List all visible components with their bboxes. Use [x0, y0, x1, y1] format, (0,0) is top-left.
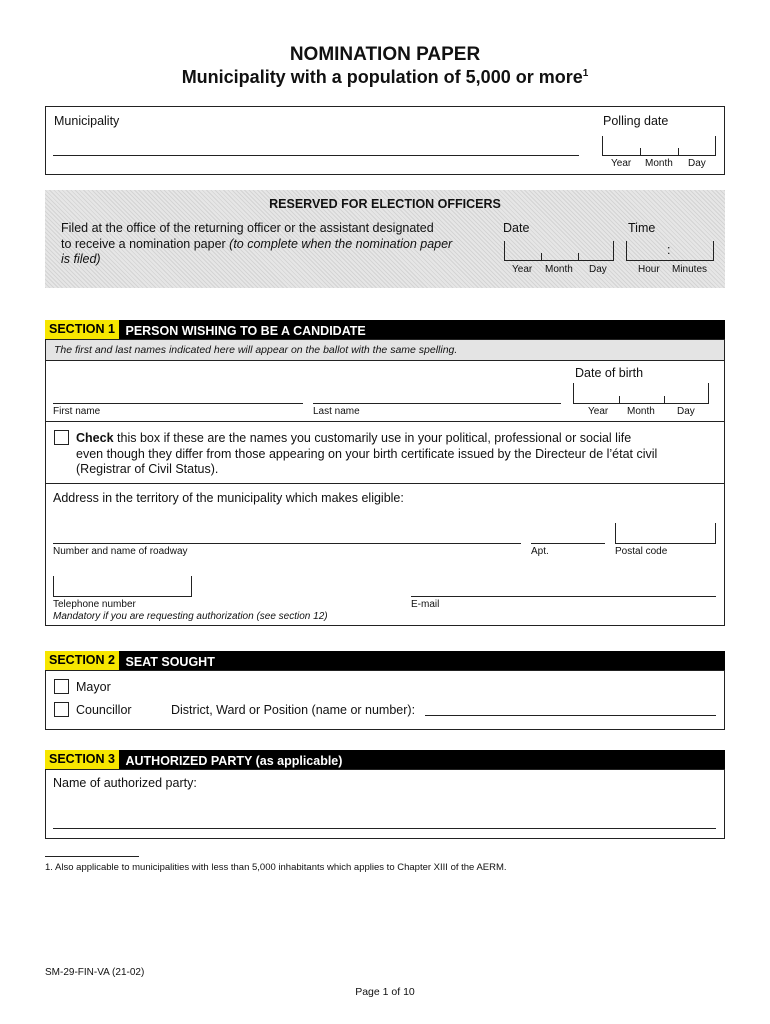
- authorized-party-label: Name of authorized party:: [53, 776, 197, 790]
- municipality-label: Municipality: [54, 114, 120, 128]
- councillor-label: Councillor: [76, 703, 132, 717]
- customary-names-checkbox[interactable]: [54, 430, 69, 445]
- section1-title: PERSON WISHING TO BE A CANDIDATE: [125, 324, 366, 338]
- district-label: District, Ward or Position (name or number):: [171, 703, 416, 717]
- postal-code-field[interactable]: [615, 523, 716, 544]
- check-separator: [45, 483, 725, 484]
- reserved-hour-label: Hour: [638, 264, 660, 275]
- dob-month-label: Month: [627, 406, 655, 417]
- section1-header: [45, 320, 725, 339]
- time-colon: :: [667, 243, 671, 257]
- footnote-marker: 1: [582, 68, 589, 79]
- reserved-day-label: Day: [589, 264, 607, 275]
- telephone-field[interactable]: [53, 576, 192, 597]
- email-label: E-mail: [411, 599, 440, 610]
- last-name-label: Last name: [313, 406, 360, 417]
- polling-year-label: Year: [611, 158, 632, 169]
- first-name-input-line[interactable]: [53, 403, 303, 404]
- polling-month-label: Month: [645, 158, 673, 169]
- apt-label: Apt.: [531, 546, 549, 557]
- telephone-label: Telephone number: [53, 599, 136, 610]
- roadway-label: Number and name of roadway: [53, 546, 188, 557]
- polling-date-label: Polling date: [603, 114, 669, 128]
- municipality-input-line[interactable]: [53, 155, 579, 156]
- section2-title: SEAT SOUGHT: [125, 655, 215, 669]
- reserved-date-field[interactable]: [504, 241, 614, 261]
- councillor-checkbox[interactable]: [54, 702, 69, 717]
- names-bottom-separator: [45, 421, 725, 422]
- reserved-year-label: Year: [512, 264, 533, 275]
- dob-day-label: Day: [677, 406, 695, 417]
- polling-day-label: Day: [688, 158, 706, 169]
- section3-tag: SECTION 3: [45, 750, 119, 769]
- page-number: Page 1 of 10: [355, 986, 415, 998]
- document-title: NOMINATION PAPER: [289, 44, 481, 65]
- first-name-label: First name: [53, 406, 101, 417]
- email-input-line[interactable]: [411, 596, 716, 597]
- customary-names-text: Check this box if these are the names you customarily use in your political, professional or social life even though they differ from those appearing on your birth certificate issued by the Directeur de l’état civil (Registrar of Civil Status).: [76, 431, 658, 476]
- telephone-note: Mandatory if you are requesting authorization (see section 12): [53, 611, 328, 622]
- reserved-description: Filed at the office of the returning officer or the assistant designated to receive a nomination paper (to complete when the nomination paper is filed): [61, 221, 453, 266]
- dob-divider: [619, 396, 620, 404]
- reserved-minutes-label: Minutes: [672, 264, 708, 275]
- section1-tag: SECTION 1: [45, 320, 119, 339]
- last-name-input-line[interactable]: [313, 403, 561, 404]
- mayor-label: Mayor: [76, 680, 111, 694]
- postal-code-label: Postal code: [615, 546, 668, 557]
- reserved-title: RESERVED FOR ELECTION OFFICERS: [269, 197, 501, 211]
- polling-date-divider: [678, 148, 679, 156]
- footnote-rule: [45, 856, 139, 857]
- section3-title: AUTHORIZED PARTY (as applicable): [125, 754, 343, 768]
- dob-field[interactable]: [573, 383, 709, 404]
- dob-divider: [664, 396, 665, 404]
- reserved-month-label: Month: [545, 264, 573, 275]
- reserved-date-label: Date: [503, 221, 530, 235]
- footnote-text: 1. Also applicable to municipalities with less than 5,000 inhabitants which applies to Chapter XIII of the AERM.: [45, 862, 507, 873]
- reserved-date-divider: [541, 253, 542, 261]
- authorized-party-input-line[interactable]: [53, 828, 716, 829]
- section2-box: [45, 670, 725, 730]
- reserved-time-label: Time: [628, 221, 656, 235]
- polling-date-divider: [640, 148, 641, 156]
- roadway-input-line[interactable]: [53, 543, 521, 544]
- apt-input-line[interactable]: [531, 543, 605, 544]
- section2-header: [45, 651, 725, 670]
- polling-date-field[interactable]: [602, 136, 716, 156]
- section1-note: The first and last names indicated here will appear on the ballot with the same spelling.: [54, 344, 458, 356]
- section3-header: [45, 750, 725, 769]
- dob-year-label: Year: [588, 406, 609, 417]
- names-separator: [45, 360, 725, 361]
- reserved-date-divider: [578, 253, 579, 261]
- address-label: Address in the territory of the municipality which makes eligible:: [53, 491, 404, 505]
- dob-label: Date of birth: [575, 366, 644, 380]
- mayor-checkbox[interactable]: [54, 679, 69, 694]
- section2-tag: SECTION 2: [45, 651, 119, 670]
- form-code: SM-29-FIN-VA (21-02): [45, 967, 145, 978]
- document-subtitle: Municipality with a population of 5,000 or more$^1$: [181, 67, 589, 87]
- district-input-line[interactable]: [425, 715, 716, 716]
